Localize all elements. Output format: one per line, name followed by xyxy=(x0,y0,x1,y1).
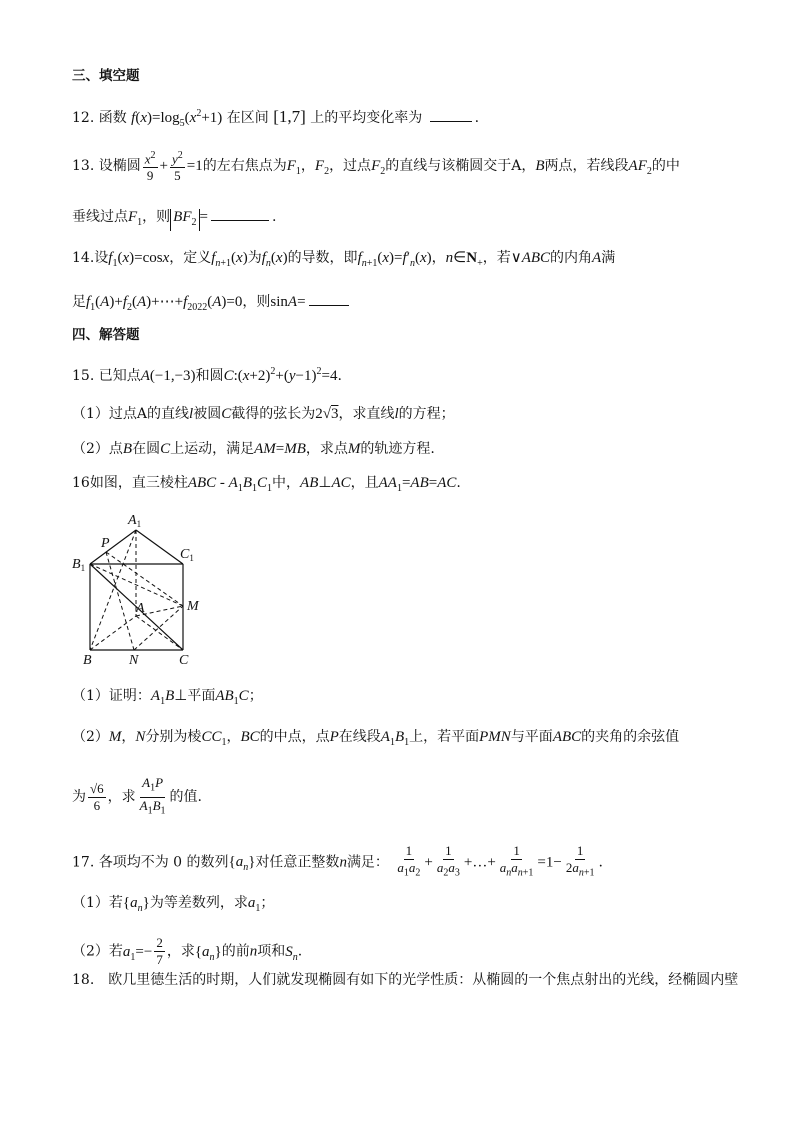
question-17: 17. 各项均不为 0 的数列$\{a_n\}$对任意正整数n满足： $\frac{1}{a_1a_2}$ + $\frac{1}{a_2a_3}$ +…+ $\frac{1}{a_na_{n+1}}$ =1− $\frac{1}{2a_{n+1}}$ . xyxy=(72,843,603,879)
label-M: M xyxy=(187,599,199,614)
label-C1: $C_1$ xyxy=(180,547,194,563)
question-16-part1: （1）证明：$A_1B\perp$平面$AB_1C$； xyxy=(72,688,263,707)
question-14: 14.设$f_1(x)=\cos x$，定义$f_{n+1}(x)$为$f_n(x)$的导数，即$f_{n+1}(x)=f'_n(x)$，$n\in N_+$，若∨ABC的内角A满 xyxy=(72,250,616,269)
section-heading-fill-blank: 三、填空题 xyxy=(72,68,140,84)
label-P: P xyxy=(101,536,110,551)
question-18: 18. 欧几里德生活的时期，人们就发现椭圆有如下的光学性质：从椭圆的一个焦点射出的光线，经椭圆内壁 xyxy=(72,972,739,988)
question-16-part2-line2: 为 $\frac{√6}{6}$ ，求 $\frac{A_1P}{A_1B_1}$ 的值. xyxy=(72,775,202,817)
question-17-part2: （2）若$a_1=-$ $\frac{2}{7}$ ，求$\{a_n\}$的前n项和$S_n$. xyxy=(72,935,303,967)
question-number: 12. xyxy=(72,110,95,126)
question-13-line2: 垂线过点$F_1$，则 $BF_2$ = . xyxy=(72,206,276,233)
label-A1: $A_1$ xyxy=(128,513,142,529)
label-B: B xyxy=(83,653,92,668)
question-16-part2: （2）M，N分别为棱$CC_1$，BC的中点，点P在线段$A_1B_1$上，若平面PMN与平面ABC的夹角的余弦值 xyxy=(72,729,680,748)
question-16: 16如图，直三棱柱ABC - $A_1B_1C_1$中，AB⊥AC，且$AA_1=AB=AC$. xyxy=(72,475,461,494)
question-13: 13. 设椭圆 $\frac{x^2}{9}$ + $\frac{y^2}{5}$ =1的左右焦点为$F_1$，$F_2$，过点$F_2$的直线与该椭圆交于A，B两点，若线段$AF_2$的中 xyxy=(72,150,680,184)
question-15-part1: （1）过点A的直线l被圆C截得的弦长为2√3，求直线l的方程； xyxy=(72,406,455,422)
answer-blank xyxy=(211,206,269,221)
prism-figure xyxy=(68,508,218,668)
label-C: C xyxy=(179,653,189,668)
label-A: A xyxy=(136,601,145,616)
question-15-part2: （2）点B在圆C上运动，满足AM=MB，求点M的轨迹方程. xyxy=(72,441,435,457)
section-heading-solve: 四、解答题 xyxy=(72,327,140,343)
question-15: 15. 已知点A(−1,−3)和圆$C:(x+2)^2+(y-1)^2=4$. xyxy=(72,366,342,384)
question-12: 12. 函数 $f(x)=\log_5(x^2+1)$ 在区间 [1,7] 上的平均变化率为 . xyxy=(72,107,480,129)
label-B1: $B_1$ xyxy=(72,557,86,573)
answer-blank xyxy=(309,291,349,306)
label-N: N xyxy=(129,653,139,668)
question-14-line2: 足$f_1(A)+f_2(A)+\cdots+f_{2022}(A)=0$，则sinA= xyxy=(72,291,352,318)
answer-blank xyxy=(430,107,472,122)
question-17-part1: （1）若$\{a_n\}$为等差数列，求$a_1$； xyxy=(72,895,275,914)
